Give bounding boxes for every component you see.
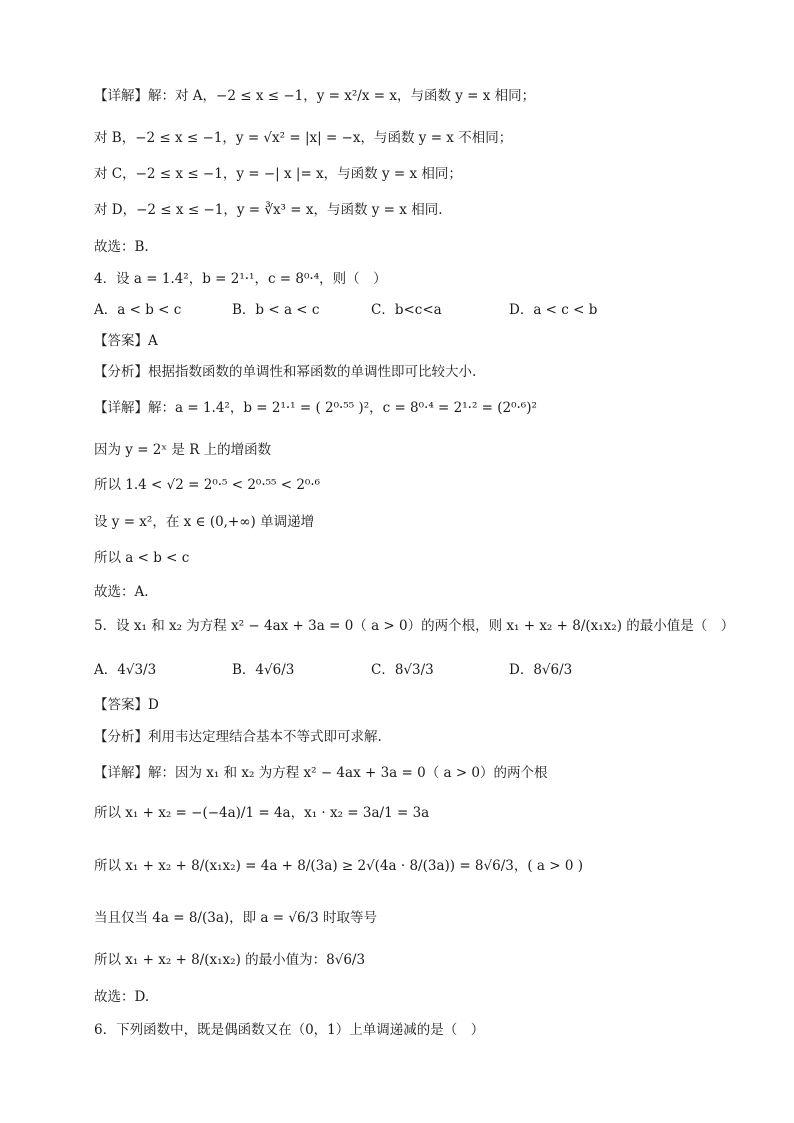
option-b: B．b < a < c (232, 302, 320, 318)
detail-4-line-1: 【详解】解：a = 1.4²，b = 2¹·¹ = ( 2⁰·⁵⁵ )²，c = 8⁰·⁴ = 2¹·² = (2⁰·⁶)² (94, 400, 537, 416)
detail-5-line-4: 当且仅当 4a = 8/(3a)，即 a = √6/3 时取等号 (94, 910, 377, 926)
option-b: B．4√6/3 (232, 662, 295, 678)
option-c: C．8√3/3 (371, 662, 434, 678)
detail-5-line-2: 所以 x₁ + x₂ = −(−4a)/1 = 4a，x₁ · x₂ = 3a/1 = 3a (94, 805, 430, 821)
detail-4-line-5: 所以 a < b < c (94, 550, 190, 566)
option-c: C．b<c<a (371, 302, 442, 318)
detail-4-line-6: 故选：A. (94, 584, 149, 600)
detail-line-c: 对 C，−2 ≤ x ≤ −1，y = −| x |= x，与函数 y = x 相同； (94, 166, 462, 182)
question-4: 4．设 a = 1.4²，b = 2¹·¹，c = 8⁰·⁴，则（ ） (94, 271, 387, 287)
detail-4-line-2: 因为 y = 2ˣ 是 R 上的增函数 (94, 442, 272, 458)
option-d: D．8√6/3 (509, 662, 573, 678)
detail-5-line-1: 【详解】解：因为 x₁ 和 x₂ 为方程 x² − 4ax + 3a = 0（ a > 0）的两个根 (94, 765, 548, 781)
detail-4-line-3: 所以 1.4 < √2 = 2⁰·⁵ < 2⁰·⁵⁵ < 2⁰·⁶ (94, 477, 321, 493)
conclusion-line: 故选：B. (94, 239, 149, 255)
detail-line-a: 【详解】解：对 A，−2 ≤ x ≤ −1，y = x²/x = x，与函数 y = x 相同； (94, 88, 536, 104)
detail-5-line-3: 所以 x₁ + x₂ + 8/(x₁x₂) = 4a + 8/(3a) ≥ 2√(4a · 8/(3a)) = 8√6/3，( a > 0 ) (94, 858, 583, 874)
analysis-4: 【分析】根据指数函数的单调性和幂函数的单调性即可比较大小. (94, 364, 477, 380)
question-5: 5．设 x₁ 和 x₂ 为方程 x² − 4ax + 3a = 0（ a > 0）的两个根，则 x₁ + x₂ + 8/(x₁x₂) 的最小值是（ ） (94, 618, 735, 634)
option-a: A．a < b < c (94, 302, 182, 318)
answer-4: 【答案】A (94, 333, 158, 349)
detail-5-line-6: 故选：D. (94, 989, 150, 1005)
analysis-5: 【分析】利用韦达定理结合基本不等式即可求解. (94, 729, 382, 745)
option-d: D．a < c < b (509, 302, 598, 318)
detail-line-d: 对 D，−2 ≤ x ≤ −1，y = ∛x³ = x，与函数 y = x 相同. (94, 202, 443, 218)
detail-5-line-5: 所以 x₁ + x₂ + 8/(x₁x₂) 的最小值为：8√6/3 (94, 952, 366, 968)
question-6: 6．下列函数中，既是偶函数又在（0，1）上单调递减的是（ ） (94, 1022, 485, 1038)
detail-4-line-4: 设 y = x²，在 x ∈ (0,+∞) 单调递增 (94, 514, 315, 530)
answer-5: 【答案】D (94, 697, 159, 713)
detail-line-b: 对 B，−2 ≤ x ≤ −1，y = √x² = |x| = −x，与函数 y = x 不相同； (94, 130, 513, 146)
option-a: A．4√3/3 (94, 662, 157, 678)
